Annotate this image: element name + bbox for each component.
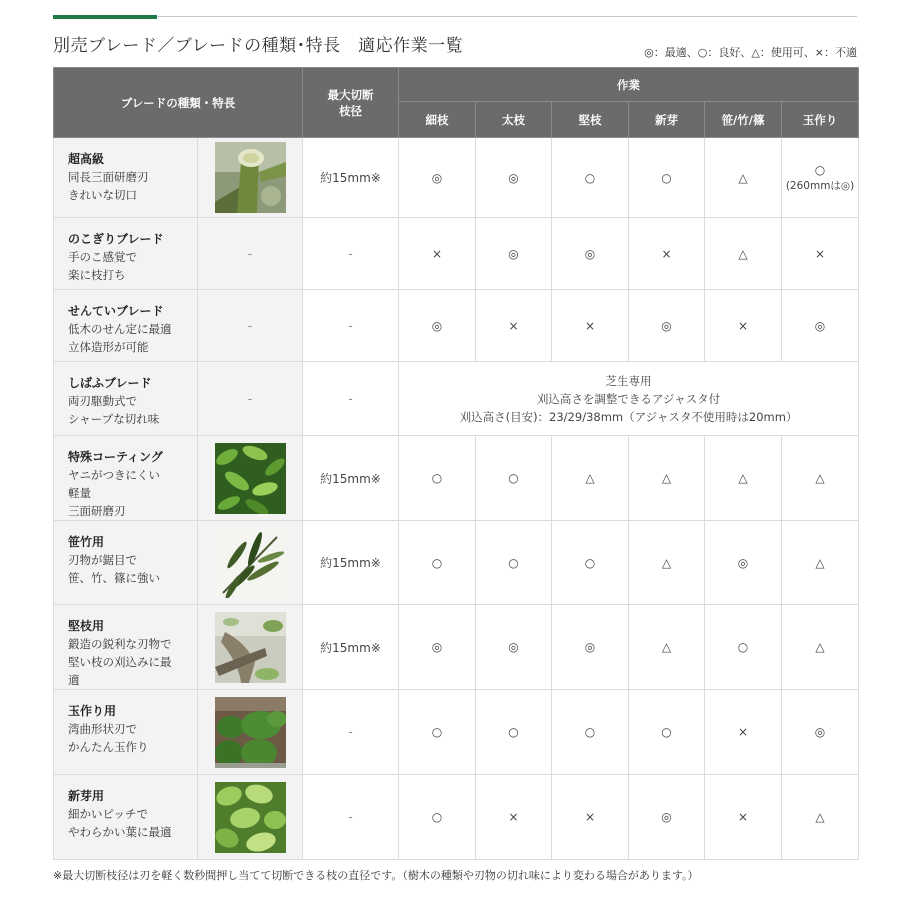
task-header: 堅枝 <box>552 102 629 138</box>
blade-desc: きれいな切口 <box>68 188 137 202</box>
mark-cell: × <box>552 290 629 362</box>
mark-cell: ◎ <box>476 605 552 690</box>
table-row <box>54 218 859 290</box>
blade-desc: 同長三面研磨刃 <box>68 170 149 184</box>
blade-desc: 堅い枝の刈込みに最 <box>68 655 172 669</box>
mark-cell: ◎ <box>782 690 859 775</box>
table-row <box>54 290 859 362</box>
mark-cell: △ <box>629 436 705 521</box>
mark-cell: ○ <box>552 138 629 218</box>
mark-cell: △ <box>629 521 705 605</box>
blade-desc: 笹、竹、篠に強い <box>68 571 160 585</box>
mark-cell: ○ <box>476 690 552 775</box>
mark-cell: ○ <box>629 138 705 218</box>
blade-name: 堅枝用 <box>68 619 105 633</box>
blade-desc: 軽量 <box>68 486 91 500</box>
mark-cell: △ <box>782 436 859 521</box>
mark-cell: ◎ <box>399 138 476 218</box>
photo-cell: - <box>198 218 303 290</box>
blade-name-cell <box>54 775 198 860</box>
blade-name-cell <box>54 362 198 436</box>
blade-desc: 湾曲形状刃で <box>68 722 137 736</box>
task-header: 太枝 <box>476 102 552 138</box>
blade-desc: 楽に枝打ち <box>68 268 126 282</box>
table-row <box>54 605 859 690</box>
max-cut-cell: - <box>303 218 399 290</box>
blade-desc: 三面研磨刃 <box>68 504 126 518</box>
leaves-photo <box>215 443 286 514</box>
blade-desc: 両刃駆動式で <box>68 394 137 408</box>
mark-cell-with-note <box>782 138 859 218</box>
table-row <box>54 775 859 860</box>
mark-cell: ◎ <box>629 290 705 362</box>
table-row <box>54 362 859 436</box>
top-rule <box>53 16 857 17</box>
photo-cell <box>198 138 303 218</box>
blade-desc: シャープな切れ味 <box>68 412 160 426</box>
photo-cell <box>198 605 303 690</box>
footnote: ※最大切断枝径は刃を軽く数秒間押し当てて切断できる枝の直径です。（樹木の種類や刃物の切れ味により変わる場合があります。） <box>53 869 699 882</box>
mark-cell: ○ <box>629 690 705 775</box>
title-accent-bar <box>53 15 157 19</box>
mark-cell: △ <box>782 605 859 690</box>
blade-table <box>53 67 859 860</box>
photo-cell <box>198 690 303 775</box>
mark-cell: ○ <box>399 521 476 605</box>
photo-cell: - <box>198 290 303 362</box>
mark-cell: × <box>399 218 476 290</box>
max-cut-cell: 約15mm※ <box>303 138 399 218</box>
new-leaves-photo <box>215 782 286 853</box>
mark-cell: ○ <box>552 521 629 605</box>
task-header: 玉作り <box>782 102 859 138</box>
blade-desc: 刃物が鋸目で <box>68 553 137 567</box>
mark-cell: ◎ <box>552 605 629 690</box>
mark-cell: △ <box>782 521 859 605</box>
max-cut-cell: - <box>303 362 399 436</box>
mark-cell: △ <box>705 436 782 521</box>
blade-desc: 低木のせん定に最適 <box>68 322 172 336</box>
mark-cell: × <box>705 690 782 775</box>
mark-cell: ◎ <box>629 775 705 860</box>
special-line: 刈込高さ(目安)：23/29/38mm（アジャスタ不使用時は20mm） <box>459 409 798 424</box>
task-header: 細枝 <box>399 102 476 138</box>
mark-cell: ◎ <box>399 605 476 690</box>
photo-cell <box>198 521 303 605</box>
blade-name-cell <box>54 290 198 362</box>
blade-name: 笹竹用 <box>68 535 105 549</box>
task-header: 新芽 <box>629 102 705 138</box>
max-cut-cell: - <box>303 775 399 860</box>
max-cut-cell: - <box>303 690 399 775</box>
blade-name: のこぎりブレード <box>68 232 164 246</box>
mark-cell: ◎ <box>552 218 629 290</box>
blade-desc: 手のこ感覚で <box>68 250 137 264</box>
mark-cell: ○ <box>705 605 782 690</box>
max-cut-cell: 約15mm※ <box>303 436 399 521</box>
hard-branch-photo <box>215 612 286 683</box>
blade-name-cell <box>54 690 198 775</box>
mark-cell: △ <box>552 436 629 521</box>
max-cut-header <box>303 68 399 138</box>
mark-cell: × <box>552 775 629 860</box>
mark-cell: × <box>476 775 552 860</box>
photo-cell <box>198 775 303 860</box>
blade-desc: 細かいピッチで <box>68 807 149 821</box>
blade-name-cell <box>54 436 198 521</box>
mark-cell: ○ <box>399 775 476 860</box>
mark-cell: × <box>705 290 782 362</box>
max-cut-header-line2: 枝径 <box>339 103 363 118</box>
blade-desc: ヤニがつきにくい <box>68 468 160 482</box>
max-cut-cell: 約15mm※ <box>303 605 399 690</box>
branch-cut-photo <box>215 142 286 213</box>
blade-name: 玉作り用 <box>68 704 117 718</box>
blade-name: せんていブレード <box>68 304 164 318</box>
blade-desc: 鍛造の鋭利な刃物で <box>68 637 172 651</box>
mark-cell: △ <box>705 218 782 290</box>
photo-cell <box>198 436 303 521</box>
bamboo-photo <box>215 527 286 598</box>
type-header: ブレードの種類・特長 <box>54 68 303 138</box>
legend: ◎：最適、○：良好、△：使用可、×：不適 <box>644 46 857 59</box>
table-row <box>54 521 859 605</box>
blade-desc: 適 <box>68 673 80 687</box>
mark-cell: ◎ <box>476 138 552 218</box>
mark-cell: △ <box>705 138 782 218</box>
blade-desc: 立体造形が可能 <box>68 340 149 354</box>
max-cut-cell: 約15mm※ <box>303 521 399 605</box>
task-header: 笹/竹/篠 <box>705 102 782 138</box>
max-cut-cell: - <box>303 290 399 362</box>
max-cut-header-line1: 最大切断 <box>327 87 374 102</box>
mark-cell: ○ <box>399 690 476 775</box>
blade-desc: やわらかい葉に最適 <box>68 825 172 839</box>
mark-cell: × <box>476 290 552 362</box>
mark-note: (260mmは◎) <box>785 179 855 192</box>
mark-cell: ◎ <box>399 290 476 362</box>
blade-desc: かんたん玉作り <box>68 740 149 754</box>
mark-cell: ◎ <box>782 290 859 362</box>
topiary-photo <box>215 697 286 768</box>
table-row <box>54 690 859 775</box>
blade-name: 特殊コーティング <box>68 450 163 464</box>
blade-name: 超高級 <box>68 152 105 166</box>
work-header: 作業 <box>399 68 859 102</box>
special-line: 芝生専用 <box>605 373 652 388</box>
mark-cell: ◎ <box>476 218 552 290</box>
blade-name-cell <box>54 138 198 218</box>
mark: ○ <box>814 162 826 177</box>
table-row <box>54 138 859 218</box>
mark-cell: × <box>782 218 859 290</box>
lawn-special-cell <box>399 362 859 436</box>
blade-name-cell <box>54 605 198 690</box>
mark-cell: ○ <box>552 690 629 775</box>
blade-name: 新芽用 <box>68 789 105 803</box>
special-line: 刈込高さを調整できるアジャスタ付 <box>536 391 721 406</box>
blade-name-cell <box>54 218 198 290</box>
photo-cell: - <box>198 362 303 436</box>
mark-cell: △ <box>782 775 859 860</box>
mark-cell: ◎ <box>705 521 782 605</box>
page-title: 別売ブレード／ブレードの種類･特長 適応作業一覧 <box>53 36 464 56</box>
table-row <box>54 436 859 521</box>
mark-cell: ○ <box>476 436 552 521</box>
mark-cell: ○ <box>476 521 552 605</box>
blade-name-cell <box>54 521 198 605</box>
blade-name: しばふブレード <box>68 376 152 390</box>
mark-cell: × <box>629 218 705 290</box>
mark-cell: ○ <box>399 436 476 521</box>
mark-cell: △ <box>629 605 705 690</box>
mark-cell: × <box>705 775 782 860</box>
